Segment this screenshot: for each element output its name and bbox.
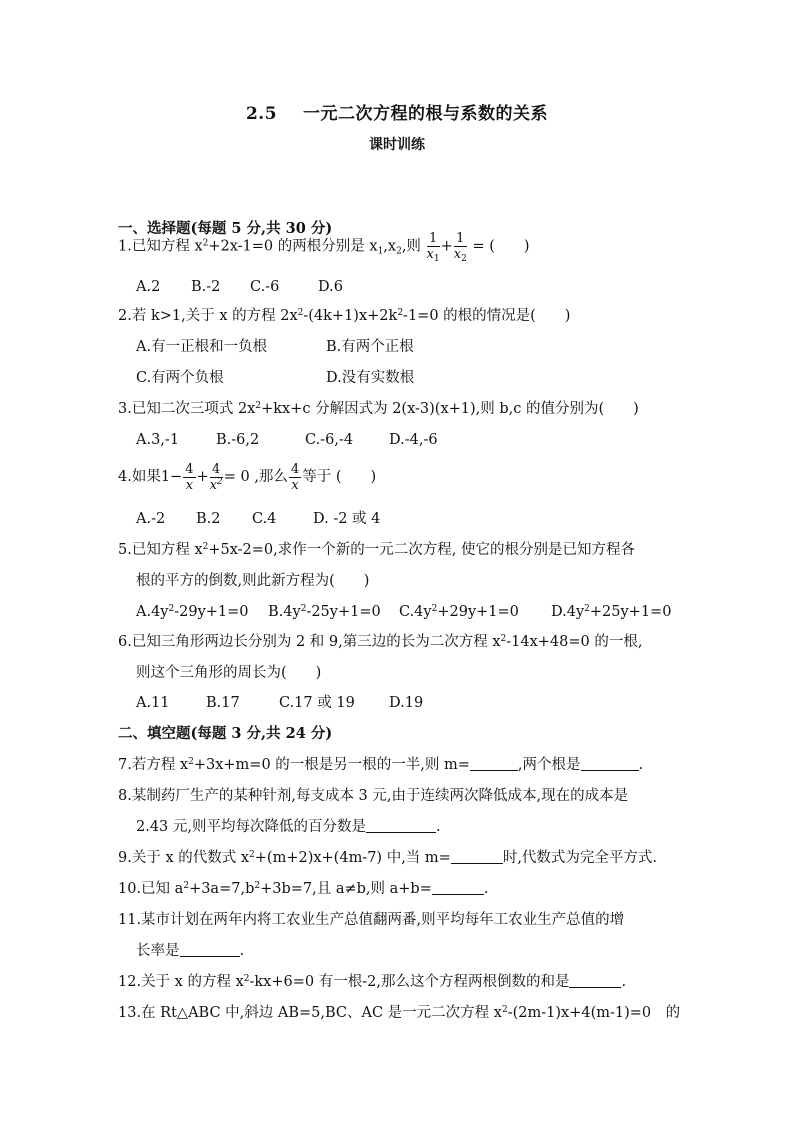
q6-option-d[interactable]: D.19 [389,695,424,711]
q6-option-a[interactable]: A.11 [136,695,170,711]
fraction-4-over-x: $\frac{4}{x}$ [185,461,194,493]
question-10: 10.已知 $a^2+3a=7,b^2+3b=7$,且 a≠b,则 a+b= . [118,881,489,897]
q6-option-c[interactable]: C.17 或 19 [279,695,355,711]
question-3: 3.已知二次三项式 $2x^2+kx+c$ 分解因式为 2(x-3)(x+1),则 b,c 的值分别为( ) [118,401,639,417]
q3-option-d[interactable]: D.-4,-6 [389,432,438,448]
section-number: 2.5 [245,104,278,124]
question-6-line-2: 则这个三角形的周长为( ) [136,665,322,681]
question-1: 1.已知方程 $x^2+2x-1=0$ 的两根分别是 $x_1,x_2$,则 $\frac{1}{x_1}$ + $\frac{1}{x_2}$ = ( ) [118,231,530,264]
q1-option-c[interactable]: C.-6 [250,279,280,295]
answer-blank-sum[interactable] [432,880,484,895]
question-4: 4.如果1− $\frac{4}{x}$ + $\frac{4}{x^2}$ = 0 ,那么 $\frac{4}{x}$ 等于 ( ) [118,461,377,493]
answer-blank-m-value[interactable] [451,849,503,864]
question-5-line-1: 5.已知方程 $x^2+5x-2=0$,求作一个新的一元二次方程, 使它的根分别是已知方程各 [118,542,635,558]
q3-option-b[interactable]: B.-6,2 [216,432,260,448]
q1-option-d[interactable]: D.6 [318,279,343,295]
q5-option-c[interactable]: $C.4y^2+29y+1=0$ [399,604,519,620]
q5-option-b[interactable]: $B.4y^2-25y+1=0$ [268,604,381,620]
q1-option-a[interactable]: A.2 [136,279,161,295]
q3-option-a[interactable]: A.3,-1 [136,432,180,448]
question-8-line-1: 8.某制药厂生产的某种针剂,每支成本 3 元,由于连续两次降低成本,现在的成本是 [118,788,629,804]
answer-blank-roots[interactable] [581,756,639,771]
q4-option-c[interactable]: C.4 [252,511,277,527]
question-6-line-1: 6.已知三角形两边长分别为 2 和 9,第三边的长为二次方程 $x^2-14x+48=0$ 的一根, [118,634,643,650]
q4-option-a[interactable]: A.-2 [136,511,166,527]
q2-option-c[interactable]: C.有两个负根 [136,370,224,386]
q2-option-b[interactable]: B.有两个正根 [326,339,414,355]
title-text: 一元二次方程的根与系数的关系 [303,104,549,124]
q4-option-b[interactable]: B.2 [196,511,221,527]
question-2: 2.若 k>1,关于 x 的方程 $2x^2-(4k+1)x+2k^2-1=0$ 的根的情况是( ) [118,308,571,324]
answer-blank-growth-rate[interactable] [180,942,240,957]
fraction-4-over-x-b: $\frac{4}{x}$ [290,461,300,493]
page-subtitle: 课时训练 [369,137,425,153]
question-11-line-1: 11.某市计划在两年内将工农业生产总值翻两番,则平均每年工农业生产总值的增 [118,912,625,928]
question-5-line-2: 根的平方的倒数,则此新方程为( ) [136,573,370,589]
q6-option-b[interactable]: B.17 [206,695,240,711]
answer-blank-m[interactable] [470,756,518,771]
fraction-1-over-x1: $\frac{1}{x_1}$ [426,231,440,264]
question-8-line-2: 2.43 元,则平均每次降低的百分数是 . [136,819,441,835]
section-heading-fill: 二、填空题(每题 3 分,共 24 分) [118,725,333,742]
section-heading-choice: 一、选择题(每题 5 分,共 30 分) [118,220,333,237]
fraction-1-over-x2: $\frac{1}{x_2}$ [453,231,467,264]
answer-blank-percent[interactable] [366,818,436,833]
answer-blank-reciprocal-sum[interactable] [569,973,621,988]
q5-option-a[interactable]: $A.4y^2-29y+1=0$ [136,604,249,620]
q3-option-c[interactable]: C.-6,-4 [305,432,354,448]
q2-option-d[interactable]: D.没有实数根 [326,370,415,386]
page-title [0,99,794,124]
q4-option-d[interactable]: D. -2 或 4 [313,511,381,527]
fraction-4-over-x-squared: $\frac{4}{x^2}$ [209,461,223,493]
q2-option-a[interactable]: A.有一正根和一负根 [136,339,268,355]
question-12: 12.关于 x 的方程 $x^2-kx+6=0$ 有一根-2,那么这个方程两根倒数的和是 . [118,974,627,990]
question-11-line-2: 长率是 . [136,943,245,959]
question-13: 13.在 Rt△ABC 中,斜边 AB=5,BC、AC 是一元二次方程 $x^2-(2m-1)x+4(m-1)=0$ 的 [118,1005,681,1021]
q1-option-b[interactable]: B.-2 [191,279,221,295]
question-9: 9.关于 x 的代数式 $x^2+(m+2)x+(4m-7)$ 中,当 m= 时,代数式为完全平方式. [118,850,658,866]
question-7: 7.若方程 $x^2+3x+m=0$ 的一根是另一根的一半,则 m= ,两个根是 . [118,757,644,773]
q5-option-d[interactable]: $D.4y^2+25y+1=0$ [551,604,672,620]
